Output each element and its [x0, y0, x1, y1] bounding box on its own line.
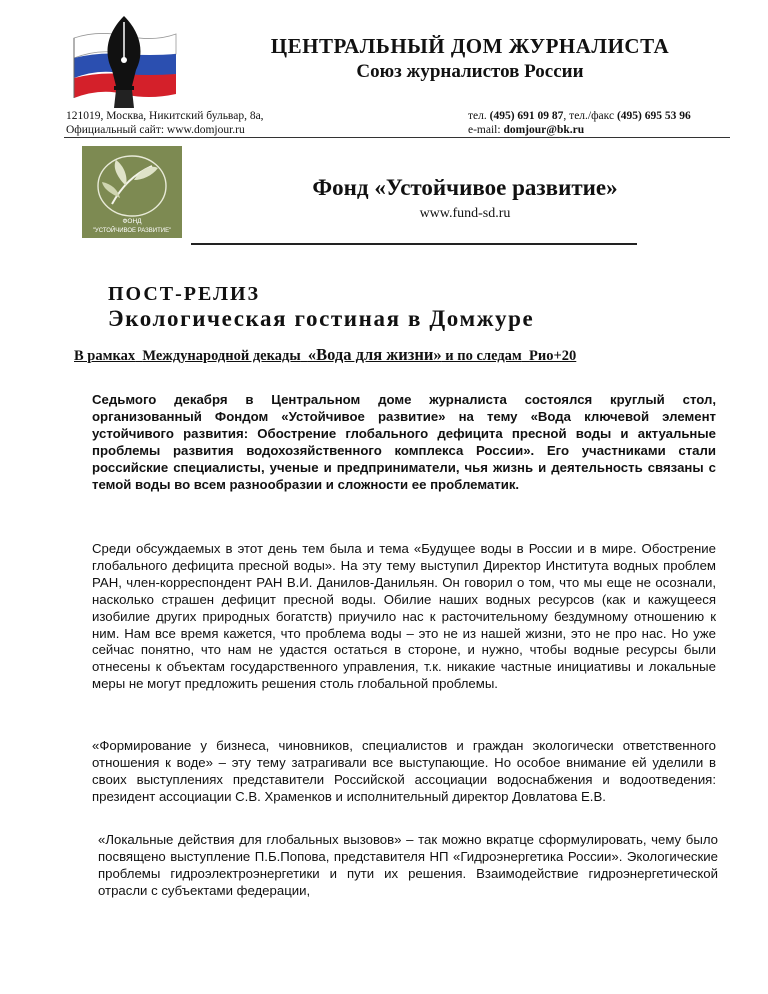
decade-part1: В рамках [74, 348, 136, 364]
paragraph-local-actions: «Локальные действия для глобальных вызовов» – так можно вкратце сформулировать, чему было посвящено выступление П.Б.Попова, представителя НП «Гидроэнергетика России». Экологические проблемы гидроэлектроэнергетики и пути их решения. Взаимодействие гидроэнергетической отрасли с субъектами федерации, [98, 832, 718, 898]
paragraph-intro: Седьмого декабря в Центральном доме журналиста состоялся круглый стол, организованный Фондом «Устойчивое развитие» на тему «Вода ключевой элемент устойчивого развития: Обострение глобального дефицита пресной воды и актуальные проблемы развития водохозяйственного комплекса России». Его участниками стали российские специалисты, ученые и предприниматели, чья жизнь и деятельность связаны с темой воды во всем разнообразии и сложности ее проблематик. [92, 392, 716, 492]
official-site: Официальный сайт: www.domjour.ru [66, 124, 245, 136]
paragraph-topic: Среди обсуждаемых в этот день тем была и тема «Будущее воды в России и в мире. Обострение глобального дефицита пресной воды». На эту тему выступил Директор Института водных проблем РАН, член-корреспондент РАН В.И. Данилов-Данильян. Он говорил о том, что мы еще не осознали, насколько страшен дефицит пресной воды. Обилие наших водных ресурсов (как и кажущееся изобилие других природных богатств) приучило нас к расточительному бездумному отношению к ним. Нам все время кажется, что проблема воды – это не из нашей жизни, это не про нас. Но уже сейчас понятно, что нам не удастся остаться в стороне, и нужно, чтобы водные ресурсы были отнесены к объектам государственного управления, т.к. никакие частные инициативы и локальные меры не могут предложить решения столь глобальной проблемы. [92, 541, 716, 692]
decade-part4: и по следам [441, 348, 522, 364]
phone-line: тел. (495) 691 09 87, тел./факс (495) 695 53 96 [468, 110, 691, 122]
fund-logo [82, 146, 182, 238]
header-divider [64, 137, 730, 138]
decade-line [74, 345, 576, 365]
journalist-house-logo [68, 14, 180, 112]
decade-part3: «Вода для жизни» [307, 345, 442, 364]
email-line: e-mail: domjour@bk.ru [468, 124, 585, 136]
postal-address: 121019, Москва, Никитский бульвар, 8а, [66, 110, 264, 122]
contact-block [468, 109, 691, 137]
paragraph-responsibility: «Формирование у бизнеса, чиновников, специалистов и граждан экологически ответственного отношения к воде» – эту тему затрагивали все выступающие. Но особое внимание ей уделили в своих выступлениях представители Российской ассоциации водоснабжения и водоотведения: президент ассоциации С.В. Храменков и исполнительный директор Довлатова Е.В. [92, 738, 716, 804]
address-block [66, 109, 264, 137]
fund-logo-text-bottom: "УСТОЙЧИВОЕ РАЗВИТИЕ" [92, 228, 172, 234]
org-title: ЦЕНТРАЛЬНЫЙ ДОМ ЖУРНАЛИСТА [270, 34, 670, 58]
release-title: Экологическая гостиная в Домжуре [108, 306, 535, 331]
fax-number: (495) 695 53 96 [616, 110, 691, 122]
fund-url: www.fund-sd.ru [419, 206, 511, 221]
decade-part2: Международной декады [142, 348, 301, 364]
phone-number: (495) 691 09 87 [489, 110, 564, 122]
release-label: ПОСТ-РЕЛИЗ [108, 283, 261, 305]
decade-part5: Рио+20 [529, 348, 577, 364]
org-subtitle: Союз журналистов России [356, 61, 584, 82]
fund-divider [191, 243, 637, 245]
fund-logo-text-top: ФОНД [122, 218, 142, 225]
fund-title: Фонд «Устойчивое развитие» [312, 175, 618, 200]
email-address: domjour@bk.ru [503, 124, 585, 136]
